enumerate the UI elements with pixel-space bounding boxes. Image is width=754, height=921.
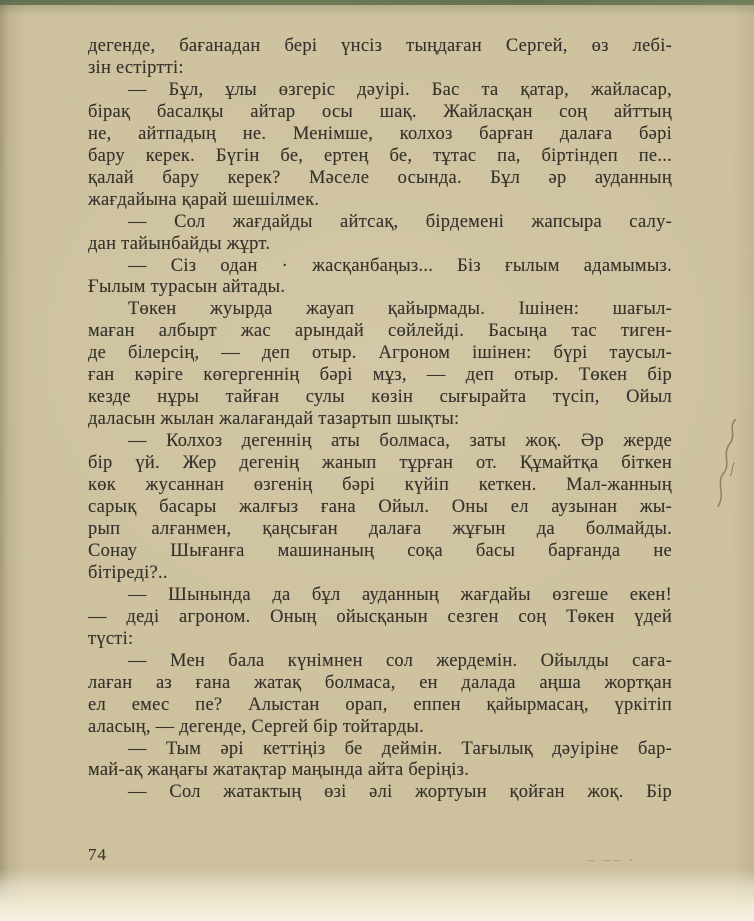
text-line: рып алғанмен, қаңсыған далаға жұғын да болмайды. [88,518,672,539]
text-line: — деді агроном. Оның ойысқанын сезген соң Төкен үдей [88,606,672,627]
text-line: дан тайынбайды жұрт. [88,233,271,254]
text-line: маған албырт жас арындай сөйлейді. Басыңа тас тиген- [88,321,672,342]
margin-scribble [703,413,751,517]
text-line: — Колхоз дегеннің аты болмаса, заты жоқ. Әр жерде [128,431,672,452]
scan-top-edge [0,0,754,5]
text-line: лаған аз ғана жатақ болмаса, ен далада аңша жортқан [88,672,672,693]
text-line: қалай бару керек? Мәселе осында. Бұл әр ауданның [88,167,672,188]
text-line: бір үй. Жер дегенің жанып тұрған от. Құмайтқа біткен [88,453,672,474]
text-line: — Сол жағдайды айтсақ, бірдемені жапсыра салу- [128,211,672,232]
text-line: бірақ басалқы айтар осы шақ. Жайласқан соң айттың [88,101,672,122]
text-line: — Мен бала күнімнен сол жердемін. Ойылды саға- [128,650,672,671]
text-line: аласың, — дегенде, Сергей бір тойтарды. [88,716,424,737]
text-line: не, айтпадың не. Менімше, колхоз барған далаға бәрі [88,123,672,144]
text-line: Сонау Шығанға машинаның соқа басы барғанда не [88,540,672,561]
text-line: — Шынында да бұл ауданның жағдайы өзгеше екен! [128,584,672,605]
scan-bottom-edge [0,869,754,921]
text-line: Төкен жуырда жауап қайырмады. Ішінен: шағыл- [128,299,672,320]
text-line: бітіреді?.. [88,562,168,583]
text-line: — Сол жатактың өзі әлі жортуын қойған жоқ. Бір [128,782,672,803]
text-line: даласын жылан жалағандай тазартып шықты: [88,409,460,430]
text-line: де білерсің, — деп отыр. Агроном ішінен: бүрі таусыл- [88,343,672,364]
text-line: — Сіз одан · жасқанбаңыз... Біз ғылым адамымыз. [128,255,672,276]
text-line: ған кәріге көгергеннің бәрі мұз, — деп отыр. Төкен бір [88,365,672,386]
page-number: 74 [88,845,107,864]
text-line: — Бұл, ұлы өзгеріс дәуірі. Бас та қатар, жайласар, [128,79,672,100]
text-line: түсті: [88,628,134,649]
text-line: дегенде, бағанадан бері үнсіз тыңдаған Сергей, өз лебі- [88,36,672,56]
text-line: көк жусаннан өзгенің бәрі күйіп кеткен. Мал-жанның [88,475,672,496]
text-line: — Тым әрі кеттіңіз бе деймін. Тағылық дәуіріне бар- [128,738,672,759]
text-line: кезде нұры тайған сулы көзін сығырайта түсіп, Ойыл [88,387,672,408]
text-line: сарық басары жалғыз ғана Ойыл. Оны ел аузынан жы- [88,497,672,518]
text-line: бару керек. Бүгін бе, ертең бе, тұтас па, біртіндеп пе... [88,145,672,166]
text-line: ел емес пе? Алыстан орап, еппен қайырмасаң, үркітіп [88,694,672,715]
scan-artifact-marks: – –– · [588,852,637,867]
text-line: Ғылым турасын айтады. [88,277,286,298]
text-line: жағдайына қарай шешілмек. [88,189,320,210]
text-lines [88,36,672,804]
text-line: май-ақ жаңағы жатақтар маңында айта беріңіз. [88,760,470,781]
text-line: зін естіртті: [88,57,184,78]
